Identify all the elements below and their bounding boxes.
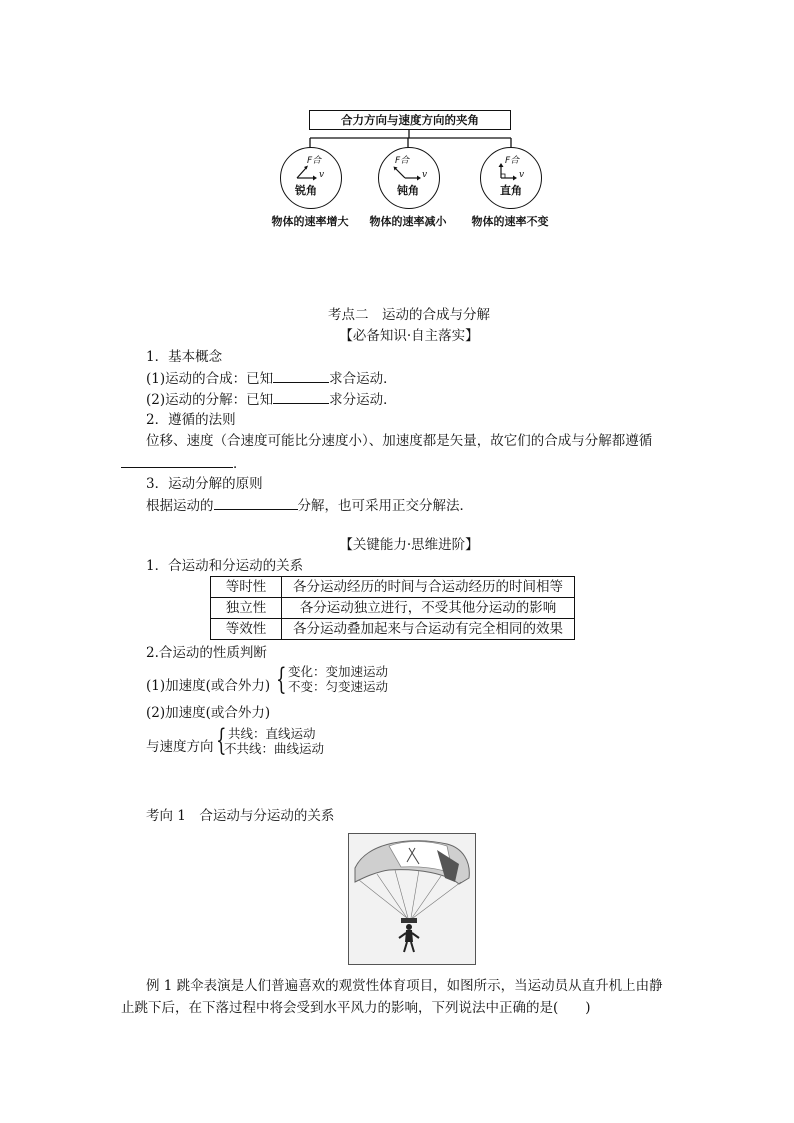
right-angle-circle <box>480 147 542 209</box>
table-row <box>211 619 575 640</box>
brace-2-icon: { <box>216 723 227 758</box>
judge-1-label: (1)加速度(或合外力) <box>146 678 271 694</box>
judge-1-a: 变化：变加速运动 <box>288 664 389 679</box>
line-vectors: 位移、速度（合速度可能比分速度小）、加速度都是矢量，故它们的合成与分解都遵循 <box>146 433 653 449</box>
angle-label: 锐角 <box>295 184 317 197</box>
table-cell: 各分运动经历的时间与合运动经历的时间相等 <box>282 577 575 598</box>
blank-2 <box>273 389 329 404</box>
heading-nature: 2.合运动的性质判断 <box>146 645 267 661</box>
parachutist-image <box>349 834 475 964</box>
judge-2-a: 共线：直线运动 <box>228 726 316 741</box>
heading-relationship: 1．合运动和分运动的关系 <box>146 558 304 574</box>
line-synthesis <box>146 368 397 389</box>
velocity-label: v <box>319 170 325 180</box>
parachute-photo <box>348 833 476 965</box>
table-row <box>211 577 575 598</box>
heading-basic-concepts: 1．基本概念 <box>146 349 223 365</box>
example-line-1: 例 1 跳伞表演是人们普遍喜欢的观赏性体育项目，如图所示，当运动员从直升机上由静 <box>146 978 663 994</box>
judge-1-b: 不变：匀变速运动 <box>288 679 389 694</box>
decomposition-text: (2)运动的分解：已知 <box>146 392 274 408</box>
table-cell: 等时性 <box>211 577 282 598</box>
judge-2-label: (2)加速度(或合外力) <box>146 705 271 721</box>
table-cell: 各分运动独立进行，不受其他分运动的影响 <box>282 598 575 619</box>
table-cell: 等效性 <box>211 619 282 640</box>
acute-angle-circle <box>280 147 342 209</box>
diagram-connectors <box>0 0 794 160</box>
principle-text-end: 分解，也可采用正交分解法． <box>297 498 473 514</box>
principle-text: 根据运动的 <box>146 498 214 514</box>
direction-heading: 考向 1 合运动与分运动的关系 <box>146 808 335 824</box>
obtuse-result: 物体的速率减小 <box>369 215 447 228</box>
table-cell: 各分运动叠加起来与合运动有完全相同的效果 <box>282 619 575 640</box>
example-line-2: 止跳下后，在下落过程中将会受到水平风力的影响，下列说法中正确的是( ) <box>121 1000 591 1016</box>
force-label: F合 <box>307 156 322 166</box>
angle-label: 钝角 <box>397 184 419 197</box>
force-label: F合 <box>395 156 410 166</box>
velocity-label: v <box>519 170 525 180</box>
section-title: 考点二 运动的合成与分解 <box>328 307 490 323</box>
judge-2-label-2: 与速度方向 <box>146 739 214 755</box>
subtitle-essential-knowledge: 【必备知识·自主落实】 <box>339 328 479 344</box>
acute-result: 物体的速率增大 <box>271 215 349 228</box>
synthesis-text: (1)运动的合成：已知 <box>146 371 274 387</box>
blank-3 <box>121 453 233 468</box>
line-decomposition <box>146 389 397 410</box>
table-cell: 独立性 <box>211 598 282 619</box>
blank-1 <box>273 368 329 383</box>
right-result: 物体的速率不变 <box>471 215 549 228</box>
obtuse-angle-circle <box>378 147 440 209</box>
judge-2-b: 不共线：曲线运动 <box>224 741 325 756</box>
decomposition-text-end: 求分运动． <box>329 392 397 408</box>
synthesis-text-end: 求合运动． <box>329 371 397 387</box>
velocity-label: v <box>422 170 428 180</box>
relationship-table <box>210 576 575 640</box>
blank-4 <box>214 495 298 510</box>
subtitle-key-abilities: 【关键能力·思维进阶】 <box>339 537 479 553</box>
heading-principles: 3．运动分解的原则 <box>146 476 263 492</box>
line-vectors-end <box>121 453 247 474</box>
heading-rules: 2．遵循的法则 <box>146 412 236 428</box>
brace-1-icon: { <box>276 662 287 697</box>
period: ． <box>233 456 247 472</box>
line-principle <box>146 495 473 516</box>
force-label: F合 <box>505 156 520 166</box>
diagram-title: 合力方向与速度方向的夹角 <box>309 110 511 130</box>
angle-label: 直角 <box>500 184 522 197</box>
table-row <box>211 598 575 619</box>
